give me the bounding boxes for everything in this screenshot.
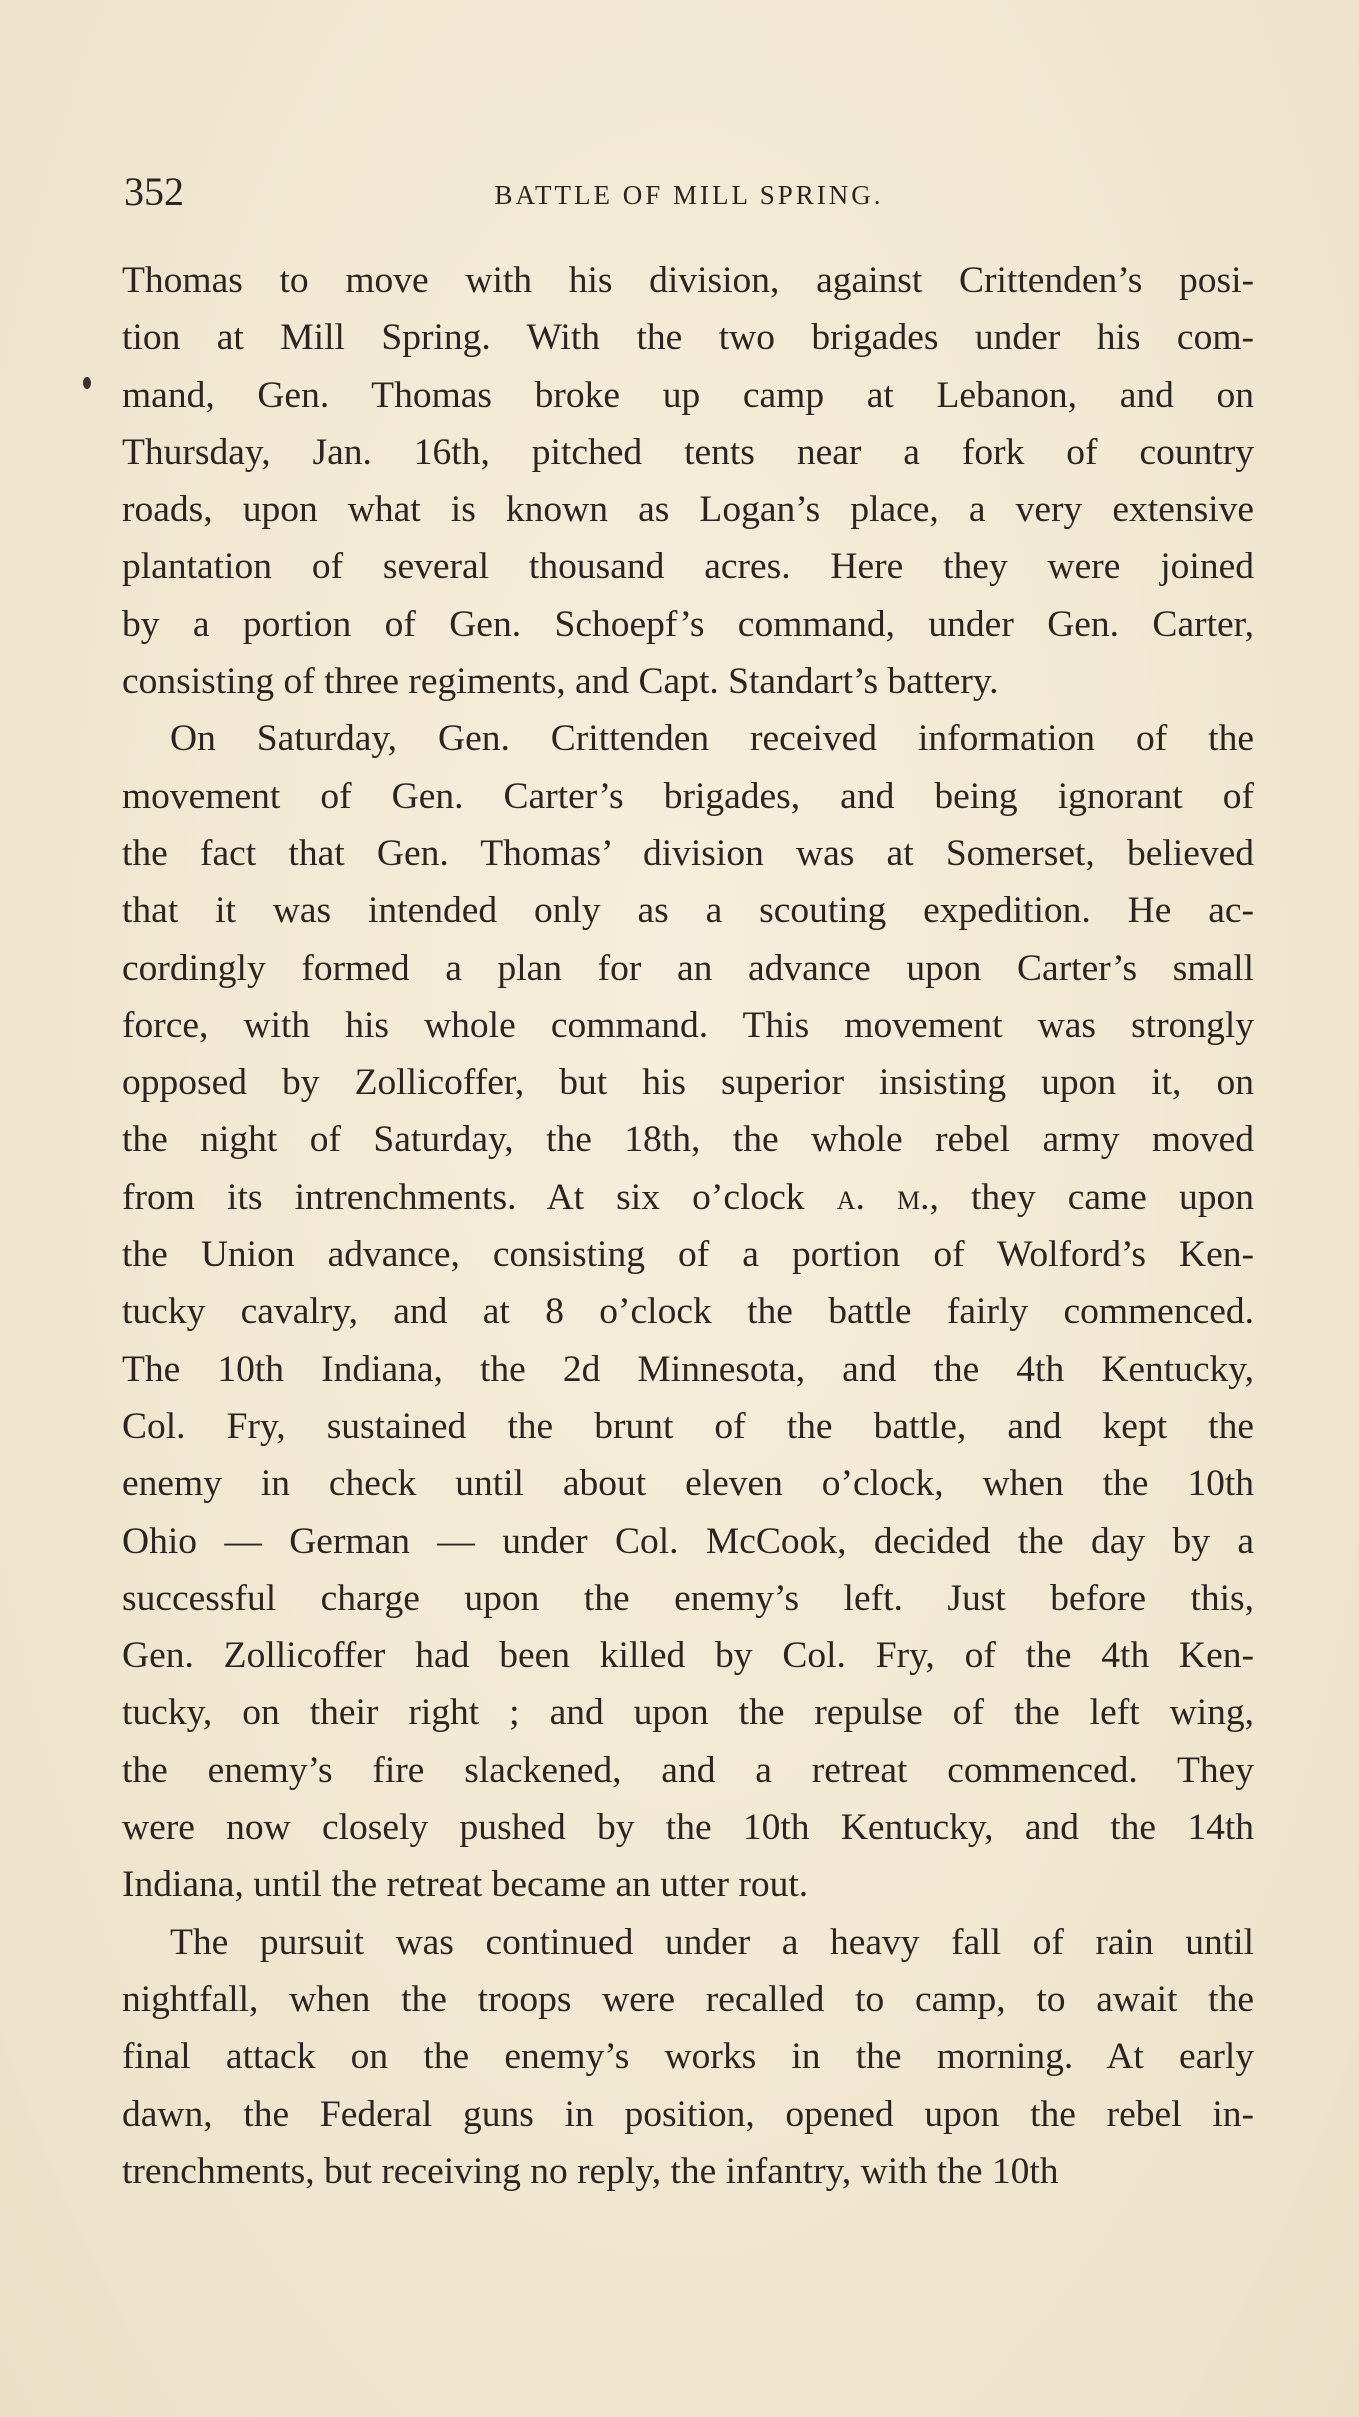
paragraph bbox=[122, 1914, 1254, 2200]
time-abbreviation: a. m. bbox=[836, 1176, 930, 1218]
text-line: that it was intended only as a scouting expedition. He ac- bbox=[122, 890, 1254, 932]
text-line: On Saturday, Gen. Crittenden received information of the bbox=[170, 718, 1254, 760]
text-line: the night of Saturday, the 18th, the whole rebel army moved bbox=[122, 1119, 1254, 1161]
paragraph bbox=[122, 252, 1254, 710]
body-text bbox=[122, 252, 1254, 2200]
text-line: Gen. Zollicoffer had been killed by Col. Fry, of the 4th Ken- bbox=[122, 1635, 1254, 1677]
text-line: cordingly formed a plan for an advance upon Carter’s small bbox=[122, 947, 1254, 989]
text-line: plantation of several thousand acres. Here they were joined bbox=[122, 546, 1254, 588]
paragraph bbox=[122, 710, 1254, 1913]
running-head: BATTLE OF MILL SPRING. bbox=[494, 180, 884, 210]
text-line: opposed by Zollicoffer, but his superior insisting upon it, on bbox=[122, 1062, 1254, 1104]
text-line: from its intrenchments. At six o’clock a. m., they came upon bbox=[122, 1176, 1254, 1218]
text-line: successful charge upon the enemy’s left. Just before this, bbox=[122, 1577, 1254, 1619]
text-line: Thomas to move with his division, against Crittenden’s posi- bbox=[122, 260, 1254, 301]
text-line: tucky cavalry, and at 8 o’clock the battle fairly commenced. bbox=[122, 1291, 1254, 1333]
text-line: nightfall, when the troops were recalled to camp, to await the bbox=[122, 1978, 1254, 2020]
ink-speck bbox=[83, 377, 91, 389]
text-line: by a portion of Gen. Schoepf’s command, under Gen. Carter, bbox=[122, 603, 1254, 645]
text-line: roads, upon what is known as Logan’s place, a very extensive bbox=[122, 489, 1254, 531]
text-line: enemy in check until about eleven o’clock, when the 10th bbox=[122, 1463, 1254, 1505]
text-line: Indiana, until the retreat became an utter rout. bbox=[122, 1864, 809, 1906]
text-line: tucky, on their right ; and upon the repulse of the left wing, bbox=[122, 1692, 1254, 1734]
text-line: movement of Gen. Carter’s brigades, and being ignorant of bbox=[122, 775, 1254, 817]
text-line: trenchments, but receiving no reply, the infantry, with the 10th bbox=[122, 2150, 1059, 2192]
text-line: Ohio — German — under Col. McCook, decided the day by a bbox=[122, 1520, 1254, 1562]
text-line: force, with his whole command. This movement was strongly bbox=[122, 1004, 1254, 1046]
text-line: Col. Fry, sustained the brunt of the battle, and kept the bbox=[122, 1405, 1254, 1447]
text-line: Thursday, Jan. 16th, pitched tents near a fork of country bbox=[122, 431, 1254, 473]
text-line: The 10th Indiana, the 2d Minnesota, and the 4th Kentucky, bbox=[122, 1348, 1254, 1390]
text-line: final attack on the enemy’s works in the morning. At early bbox=[122, 2036, 1254, 2078]
text-line: tion at Mill Spring. With the two brigades under his com- bbox=[122, 317, 1254, 359]
text-line: were now closely pushed by the 10th Kentucky, and the 14th bbox=[122, 1807, 1254, 1849]
text-line: The pursuit was continued under a heavy fall of rain until bbox=[170, 1921, 1254, 1963]
text-line: the Union advance, consisting of a portion of Wolford’s Ken- bbox=[122, 1234, 1254, 1276]
text-line: consisting of three regiments, and Capt. Standart’s battery. bbox=[122, 661, 999, 703]
text-line: the enemy’s fire slackened, and a retreat commenced. They bbox=[122, 1749, 1254, 1791]
page-number: 352 bbox=[124, 169, 184, 214]
page-header bbox=[124, 168, 1254, 218]
text-line: the fact that Gen. Thomas’ division was at Somerset, believed bbox=[122, 832, 1254, 874]
text-line: mand, Gen. Thomas broke up camp at Lebanon, and on bbox=[122, 374, 1254, 416]
text-line: dawn, the Federal guns in position, opened upon the rebel in- bbox=[122, 2093, 1254, 2135]
